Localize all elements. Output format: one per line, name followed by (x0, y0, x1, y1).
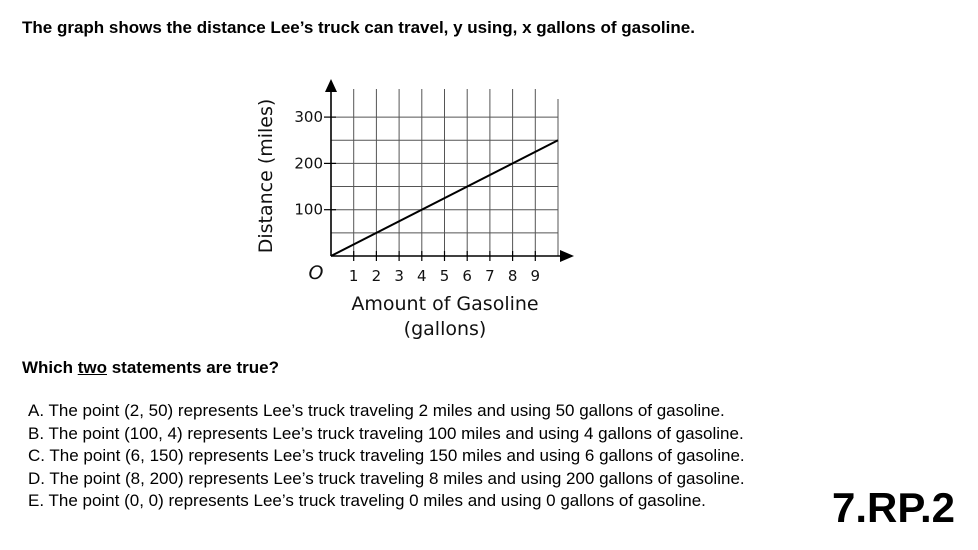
x-axis-title: Amount of Gasoline (351, 293, 539, 315)
x-tick-label: 8 (507, 267, 518, 285)
y-tick-label: 300 (294, 108, 323, 127)
x-tick-label: 4 (417, 267, 427, 285)
y-axis-title: Distance (miles) (255, 98, 277, 254)
answer-options (28, 400, 745, 513)
x-tick-label: 7 (485, 267, 495, 285)
question-prompt: The graph shows the distance Lee’s truck can travel, y using, x gallons of gasoline. (22, 18, 695, 37)
question-emphasis: two (77, 358, 107, 377)
y-tick-label: 200 (294, 154, 323, 173)
x-tick-label: 2 (371, 267, 382, 285)
y-tick-label: 100 (294, 200, 323, 219)
option-d[interactable]: D. The point (8, 200) represents Lee’s truck traveling 8 miles and using 200 gallons of gasoline. (28, 468, 745, 488)
x-axis-title-units: (gallons) (403, 318, 487, 340)
x-axis-arrow-icon (560, 250, 574, 262)
option-c[interactable]: C. The point (6, 150) represents Lee’s truck traveling 150 miles and using 6 gallons of gasoline. (28, 446, 745, 466)
x-tick-label: 9 (530, 267, 541, 285)
standard-code: 7.RP.2 (832, 484, 955, 531)
x-tick-label: 3 (394, 267, 404, 285)
x-tick-label: 5 (439, 267, 450, 285)
question-text (22, 358, 279, 378)
question-after: statements are true? (107, 358, 279, 377)
option-a[interactable]: A. The point (2, 50) represents Lee’s truck traveling 2 miles and using 50 gallons of gasoline. (28, 401, 725, 420)
distance-graph (240, 70, 600, 350)
x-tick-label: 1 (348, 267, 359, 285)
question-before: Which (22, 358, 78, 377)
chart-svg (240, 70, 600, 350)
option-b[interactable]: B. The point (100, 4) represents Lee’s truck traveling 100 miles and using 4 gallons of gasoline. (28, 423, 744, 443)
origin-label: O (308, 262, 324, 284)
x-tick-label: 6 (462, 267, 472, 285)
option-e[interactable]: E. The point (0, 0) represents Lee’s truck traveling 0 miles and using 0 gallons of gasoline. (28, 491, 706, 511)
y-axis-arrow-icon (325, 79, 337, 92)
